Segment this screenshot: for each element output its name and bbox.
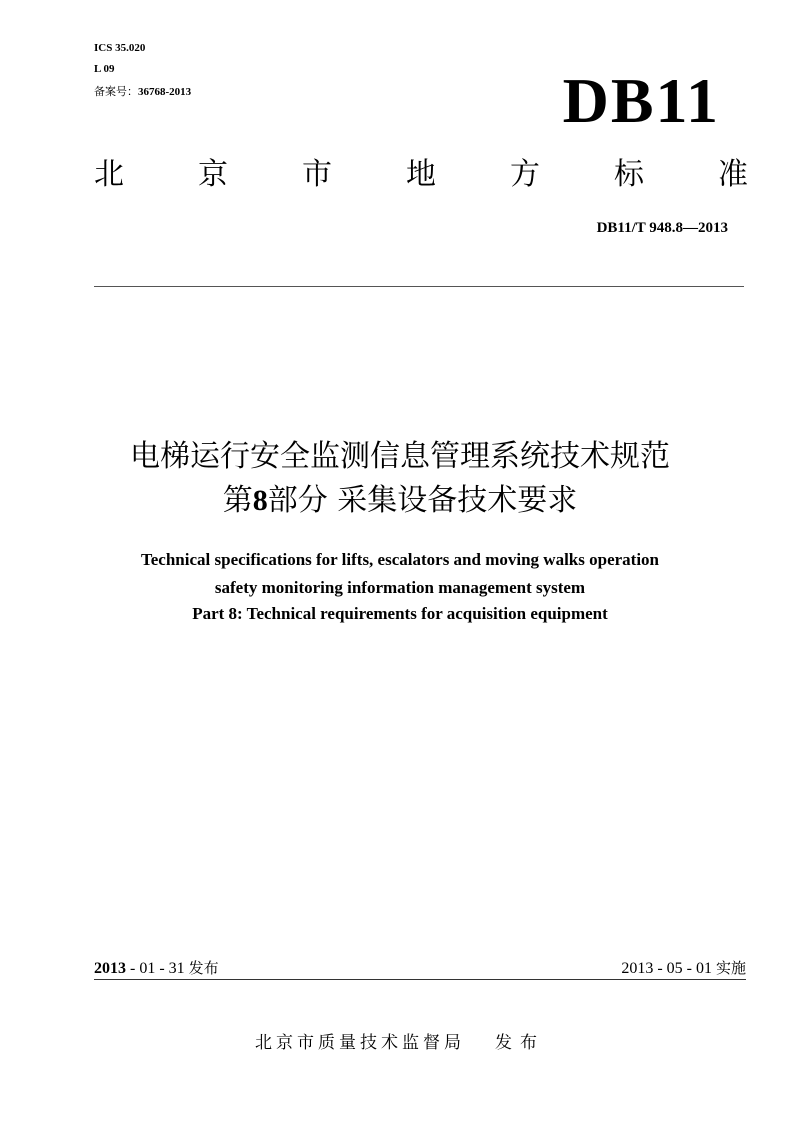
chinese-title-line-1: 电梯运行安全监测信息管理系统技术规范: [130, 439, 670, 474]
issuer-line: [0, 1032, 800, 1054]
implementation-label: 实施: [715, 959, 746, 977]
standard-type-char: 准: [718, 157, 748, 192]
standard-type-char: 市: [302, 157, 332, 192]
issuing-organization: 北京市质量技术监督局: [255, 1033, 465, 1053]
standard-type-char: 方: [510, 157, 540, 192]
registration-number-line: [94, 85, 191, 99]
standard-number: DB11/T 948.8—2013: [596, 220, 728, 236]
standard-type-heading: [94, 156, 748, 194]
dates-row: [94, 958, 746, 979]
footer-divider: [94, 979, 746, 980]
standard-type-char: 京: [198, 157, 228, 192]
db-standard-mark: DB11: [562, 65, 720, 136]
registration-label: 备案号：: [94, 85, 138, 98]
issue-month-day: - 01 - 31: [126, 960, 189, 977]
issue-action: 发布: [495, 1033, 545, 1053]
standard-type-char: 标: [614, 157, 644, 192]
header-divider: [94, 286, 744, 287]
part-prefix: 第: [222, 483, 253, 518]
implementation-date: [621, 958, 746, 979]
standard-type-char: 北: [94, 157, 124, 192]
part-title: 部分 采集设备技术要求: [267, 483, 578, 518]
english-title-line-1: Technical specifications for lifts, escalators and moving walks operation: [140, 550, 660, 569]
implementation-date-value: 2013 - 05 - 01: [621, 960, 716, 977]
issue-year: 2013: [94, 960, 126, 977]
standard-type-char: 地: [406, 157, 436, 192]
english-title-line-2: safety monitoring information management system: [214, 578, 586, 597]
english-title-line-3: Part 8: Technical requirements for acquisition equipment: [192, 604, 608, 623]
issue-date: [94, 958, 219, 979]
chinese-title-line-2: [0, 481, 800, 521]
registration-number: 36768-2013: [138, 86, 192, 98]
issue-label: 发布: [188, 959, 219, 977]
part-number: 8: [252, 484, 268, 517]
ics-code: ICS 35.020: [94, 42, 146, 54]
ccs-code: L 09: [94, 63, 115, 75]
